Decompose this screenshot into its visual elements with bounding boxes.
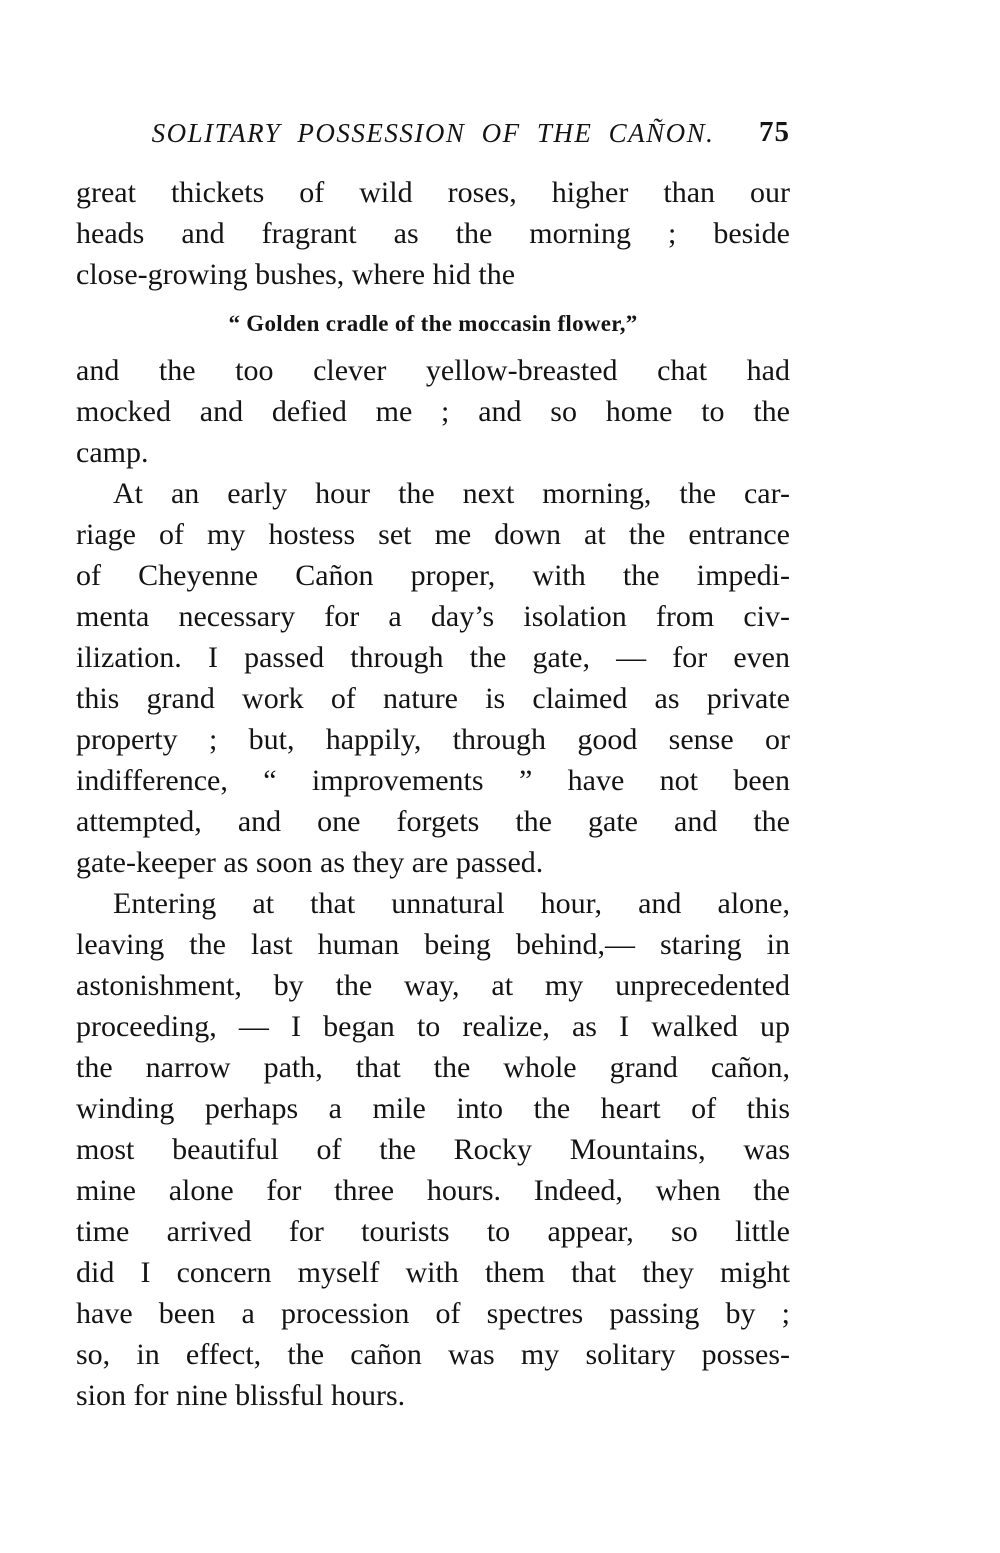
text-line: have been a procession of spectres passing by ; <box>76 1297 790 1330</box>
text-line: indifference, “ improvements ” have not been <box>76 764 790 797</box>
text-line: mocked and defied me ; and so home to the <box>76 395 790 428</box>
text-line: most beautiful of the Rocky Mountains, was <box>76 1133 790 1166</box>
text-line: and the too clever yellow-breasted chat had <box>76 354 790 387</box>
paragraph-2 <box>76 350 790 473</box>
text-line: heads and fragrant as the morning ; beside <box>76 217 790 250</box>
text-line: attempted, and one forgets the gate and the <box>76 805 790 838</box>
paragraph-1 <box>76 172 790 295</box>
text-line: the narrow path, that the whole grand cañon, <box>76 1051 790 1084</box>
text-line: Entering at that unnatural hour, and alone, <box>113 887 790 920</box>
text-line: astonishment, by the way, at my unprecedented <box>76 969 790 1002</box>
text-line: gate-keeper as soon as they are passed. <box>76 846 544 879</box>
text-line: this grand work of nature is claimed as private <box>76 682 790 715</box>
body-text <box>76 172 790 1416</box>
text-line: great thickets of wild roses, higher than our <box>76 176 790 209</box>
running-head-title: SOLITARY POSSESSION OF THE CAÑON. <box>151 118 715 148</box>
text-line: camp. <box>76 436 149 469</box>
text-line: sion for nine blissful hours. <box>76 1379 406 1412</box>
text-line: At an early hour the next morning, the car- <box>113 477 790 510</box>
text-block <box>76 118 790 1416</box>
text-line: property ; but, happily, through good sense or <box>76 723 790 756</box>
text-line: time arrived for tourists to appear, so little <box>76 1215 790 1248</box>
text-line: riage of my hostess set me down at the entrance <box>76 518 790 551</box>
text-line: of Cheyenne Cañon proper, with the impedi- <box>76 559 790 592</box>
verse-quote: “ Golden cradle of the moccasin flower,” <box>228 311 638 336</box>
paragraph-4 <box>76 883 790 1416</box>
text-line: mine alone for three hours. Indeed, when the <box>76 1174 790 1207</box>
text-line: leaving the last human being behind,— staring in <box>76 928 790 961</box>
text-line: proceeding, — I began to realize, as I walked up <box>76 1010 790 1043</box>
text-line: winding perhaps a mile into the heart of this <box>76 1092 790 1125</box>
running-head <box>76 118 790 158</box>
text-line: did I concern myself with them that they might <box>76 1256 790 1289</box>
text-line: close-growing bushes, where hid the <box>76 258 516 291</box>
page-number: 75 <box>759 116 790 148</box>
text-line: so, in effect, the cañon was my solitary posses- <box>76 1338 790 1371</box>
text-line: menta necessary for a day’s isolation from civ- <box>76 600 790 633</box>
paragraph-3 <box>76 473 790 883</box>
text-line: ilization. I passed through the gate, — for even <box>76 641 790 674</box>
